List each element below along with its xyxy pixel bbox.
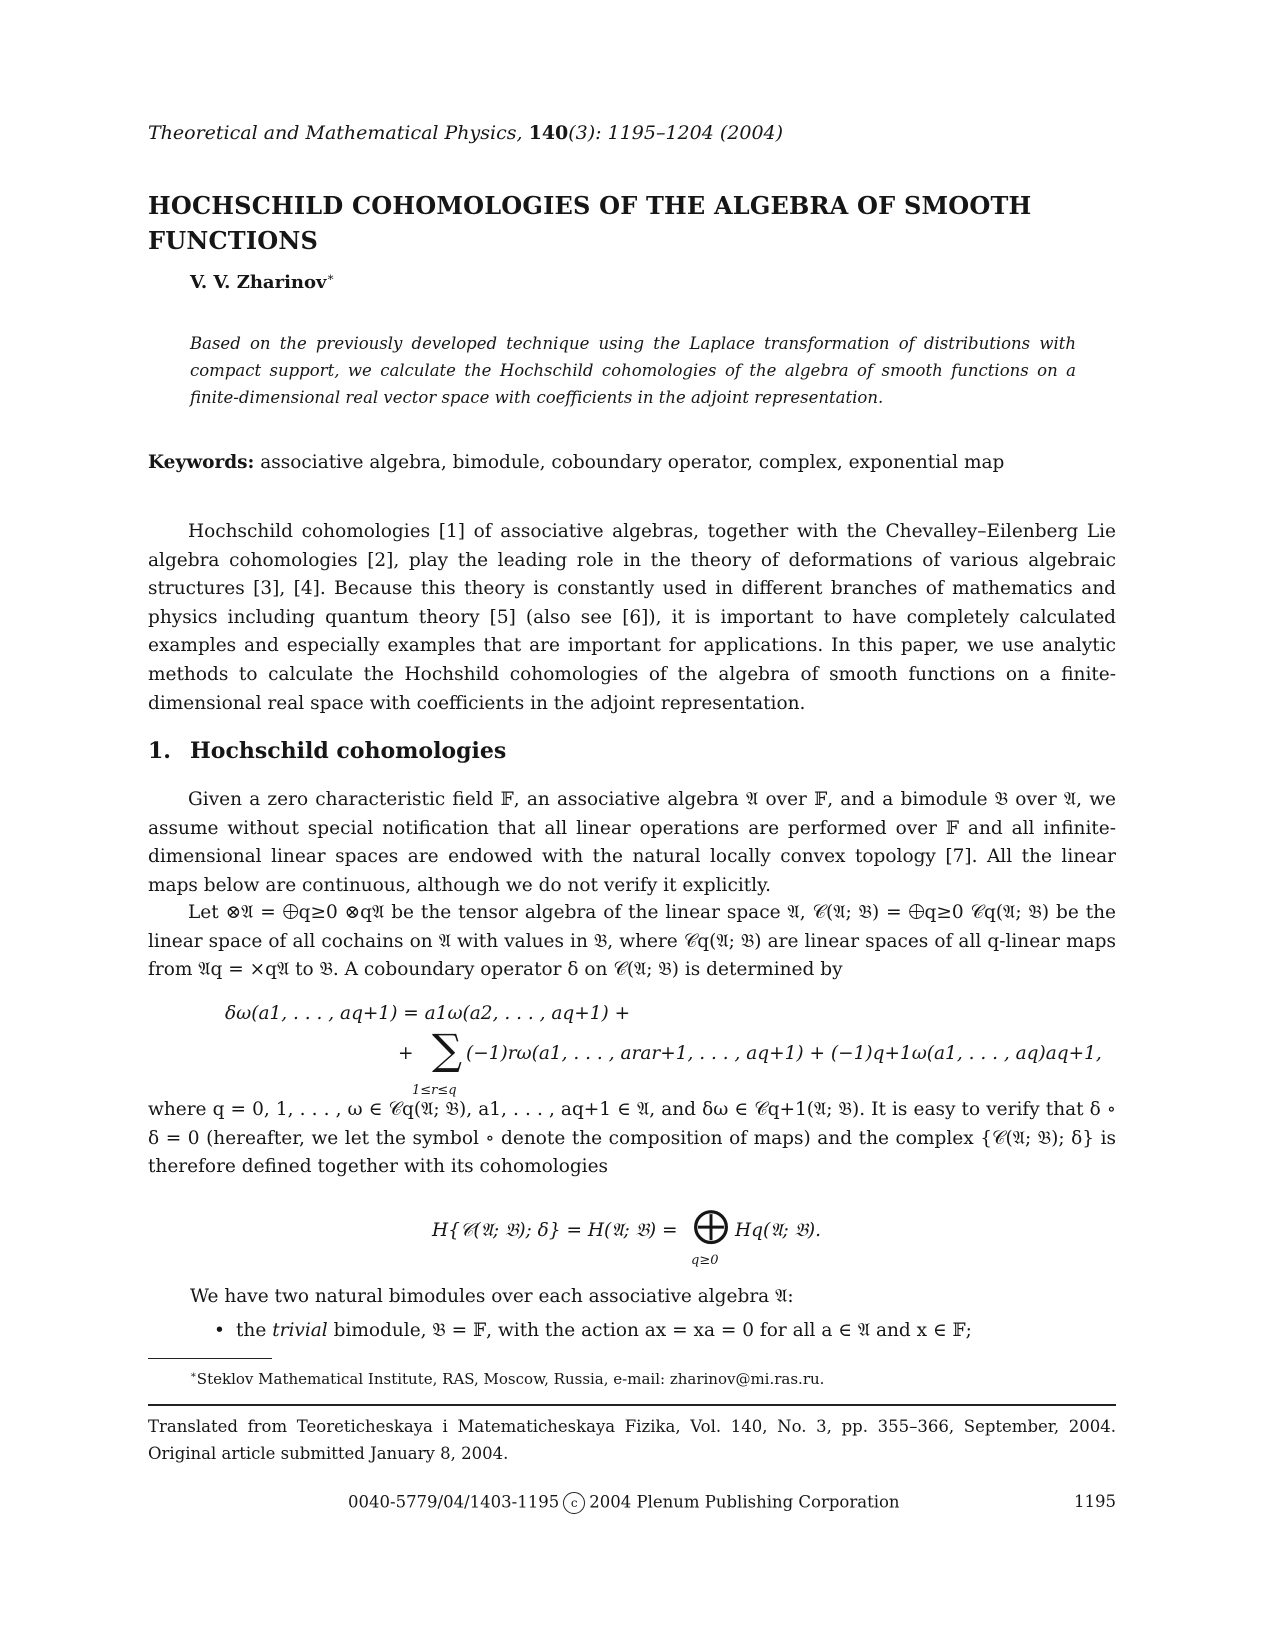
translation-rule <box>148 1404 1116 1406</box>
equation-2-left: H{𝒞(𝔄; 𝔅); δ} = H(𝔄; 𝔅) = <box>432 1220 678 1241</box>
direct-sum-symbol: ⨁ <box>693 1205 729 1246</box>
bullet-dot: • <box>214 1320 225 1341</box>
equation-1-line-2: (−1)rω(a1, . . . , arar+1, . . . , aq+1) + (−1)q+1ω(a1, . . . , aq)aq+1, <box>466 1043 1102 1064</box>
abstract: Based on the previously developed technique using the Laplace transformation of distributions with compact support, we calculate the Hochschild cohomologies of the algebra of smooth functions on a finite-dimensional real vector space with coefficients in the adjoint representation. <box>190 334 1076 407</box>
issn-code: 0040-5779/04/1403-1195 <box>348 1492 560 1512</box>
publisher: 2004 Plenum Publishing Corporation <box>589 1492 900 1512</box>
journal-citation: Theoretical and Mathematical Physics, 140(3): 1195–1204 (2004) <box>148 122 784 144</box>
bullet-item: • the trivial bimodule, 𝔅 = 𝔽, with the action ax = xa = 0 for all a ∈ 𝔄 and x ∈ 𝔽; <box>214 1320 972 1341</box>
author: V. V. Zharinov∗ <box>190 270 335 293</box>
section-number: 1. <box>148 738 171 764</box>
bullet-emphasis: trivial <box>272 1320 328 1341</box>
journal-volume: 140 <box>528 122 569 144</box>
keywords-label: Keywords: <box>148 452 255 473</box>
keywords-text: associative algebra, bimodule, coboundary operator, complex, exponential map <box>260 452 1005 473</box>
paragraph-2: Let ⊗𝔄 = ⨁q≥0 ⊗q𝔄 be the tensor algebra of the linear space 𝔄, 𝒞(𝔄; 𝔅) = ⨁q≥0 𝒞q(𝔄; 𝔅) be the linear space of all cochains on 𝔄 with values in 𝔅, where 𝒞q(𝔄; 𝔅) are linear spaces of all q-linear maps from 𝔄q = ×q𝔄 to 𝔅. A coboundary operator δ on 𝒞(𝔄; 𝔅) is determined by <box>148 902 1116 981</box>
sum-subscript: 1≤r≤q <box>412 1083 457 1098</box>
sum-symbol: ∑ <box>432 1025 462 1074</box>
section-heading <box>148 738 1116 764</box>
paragraph-4: We have two natural bimodules over each associative algebra 𝔄: <box>190 1286 794 1307</box>
translation-note: Translated from Teoreticheskaya i Matematicheskaya Fizika, Vol. 140, No. 3, pp. 355–366, September, 2004. Original article submitted January 8, 2004. <box>148 1417 1116 1463</box>
keywords <box>148 452 1116 473</box>
imprint-line <box>348 1492 948 1514</box>
equation-1-plus: + <box>398 1043 414 1064</box>
journal-issue: (3): 1195–1204 (2004) <box>568 122 784 144</box>
author-footnote-mark: ∗ <box>326 270 335 284</box>
paper-title: HOCHSCHILD COHOMOLOGIES OF THE ALGEBRA OF SMOOTH FUNCTIONS <box>148 191 1032 255</box>
paragraph-3: where q = 0, 1, . . . , ω ∈ 𝒞q(𝔄; 𝔅), a1, . . . , aq+1 ∈ 𝔄, and δω ∈ 𝒞q+1(𝔄; 𝔅). It is easy to verify that δ ∘ δ = 0 (hereafter, we let the symbol ∘ denote the composition of maps) and the complex {𝒞(𝔄; 𝔅); δ} is therefore defined together with its cohomologies <box>148 1099 1116 1178</box>
equation-2-right: Hq(𝔄; 𝔅). <box>735 1220 822 1241</box>
section-title: Hochschild cohomologies <box>190 738 507 764</box>
footnote: ∗Steklov Mathematical Institute, RAS, Moscow, Russia, e-mail: zharinov@mi.ras.ru. <box>190 1370 825 1388</box>
page-number: 1195 <box>1074 1492 1116 1511</box>
intro-paragraph: Hochschild cohomologies [1] of associative algebras, together with the Chevalley–Eilenberg Lie algebra cohomologies [2], play the leading role in the theory of deformations of various algebraic structures [3], [4]. Because this theory is constantly used in different branches of mathematics and physics including quantum theory [5] (also see [6]), it is important to have completely calculated examples and especially examples that are important for applications. In this paper, we use analytic methods to calculate the Hochshild cohomologies of the algebra of smooth functions on a finite-dimensional real space with coefficients in the adjoint representation. <box>148 521 1116 714</box>
direct-sum-subscript: q≥0 <box>691 1253 719 1268</box>
paragraph-1: Given a zero characteristic field 𝔽, an associative algebra 𝔄 over 𝔽, and a bimodule 𝔅 over 𝔄, we assume without special notification that all linear operations are performed over 𝔽 and all infinite-dimensional linear spaces are endowed with the natural locally convex topology [7]. All the linear maps below are continuous, although we do not verify it explicitly. <box>148 789 1116 896</box>
footnote-rule <box>148 1358 272 1359</box>
copyright-icon: c <box>563 1492 585 1514</box>
equation-1-line-1: δω(a1, . . . , aq+1) = a1ω(a2, . . . , aq+1) + <box>225 1003 631 1024</box>
